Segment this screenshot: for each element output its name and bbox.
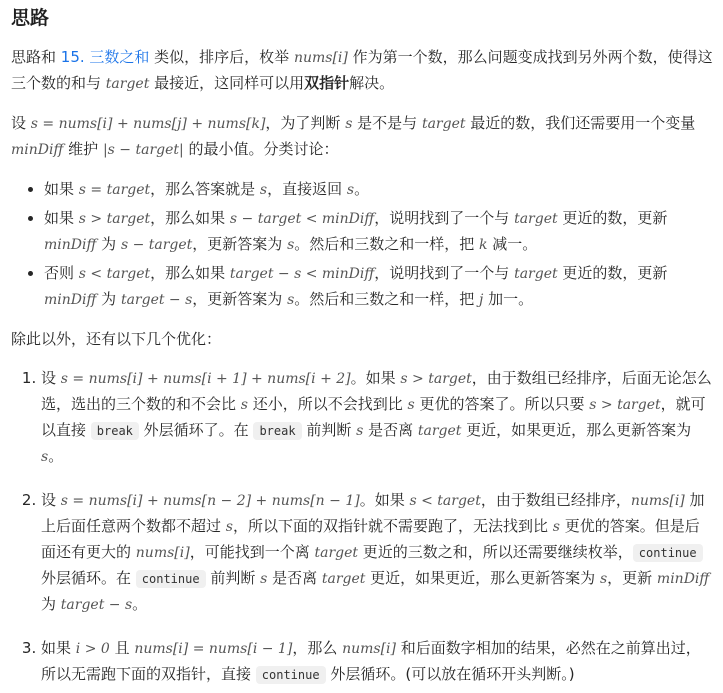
text: 如果	[44, 209, 79, 227]
math: s > target	[400, 371, 472, 387]
text: 设	[41, 369, 61, 387]
text: 的最小值。分类讨论：	[183, 140, 339, 158]
text: 减一。	[487, 235, 538, 253]
math: k	[479, 237, 488, 253]
text: ，更新答案为	[192, 235, 288, 253]
math: s	[240, 397, 248, 413]
math: nums[i]	[342, 641, 396, 657]
text: ，直接返回	[267, 180, 347, 198]
section-title: 思路	[11, 7, 50, 29]
math: s > target	[78, 211, 151, 227]
text: 且	[109, 639, 135, 657]
text: 设	[41, 491, 61, 509]
math: s − target	[120, 237, 193, 253]
math: nums[i]	[135, 545, 190, 561]
math: s = nums[i] + nums[i + 1] + nums[i + 2]	[60, 371, 351, 387]
math: target − s	[60, 597, 133, 613]
text: 。如果	[359, 491, 410, 509]
text: 为	[41, 595, 61, 613]
text: ，由于数组已经排序，	[480, 491, 631, 509]
inline-code: break	[91, 422, 139, 440]
math: s = nums[i] + nums[j] + nums[k]	[30, 116, 266, 132]
text: 设	[11, 114, 31, 132]
text: ，那么如果	[150, 209, 230, 227]
math: |s − target|	[102, 142, 184, 158]
text: 如果	[41, 639, 76, 657]
text: 为	[96, 235, 121, 253]
math: s = nums[i] + nums[n − 2] + nums[n − 1]	[60, 493, 360, 509]
optimization-intro: 除此以外，还有以下几个优化：	[11, 330, 222, 348]
math: i > 0	[75, 641, 110, 657]
text: 思路和	[11, 48, 61, 66]
text: 类似，排序后，枚举	[149, 48, 294, 66]
inline-code: break	[253, 422, 301, 440]
math: target	[321, 571, 366, 587]
list-item	[41, 636, 713, 688]
list-item	[44, 261, 713, 313]
math: s < target	[78, 266, 151, 282]
text: ，所以下面的双指针就不需要跑了，无法找到比	[232, 517, 553, 535]
math: s	[287, 292, 295, 308]
text: 前判断	[205, 569, 261, 587]
text: 如果	[44, 180, 79, 198]
math: target − s	[120, 292, 193, 308]
text: 更近，如果更近，那么更新答案为	[461, 421, 692, 439]
math: s	[287, 237, 295, 253]
math: s	[407, 397, 415, 413]
problem-link[interactable]: 15. 三数之和	[60, 48, 150, 66]
text: 还小，所以不会找到比	[247, 395, 408, 413]
math: s	[259, 182, 268, 198]
case-list	[11, 177, 713, 313]
math: minDiff	[11, 142, 64, 158]
math: s	[346, 182, 355, 198]
math: target	[105, 76, 150, 92]
text: 。	[354, 180, 370, 198]
math: nums[i]	[293, 50, 348, 66]
math: s	[552, 519, 560, 535]
math: s = target	[78, 182, 151, 198]
math: j	[479, 292, 484, 308]
text: 最接近，这同样可以用	[149, 74, 305, 92]
text: 前判断	[301, 421, 357, 439]
text: 是不是与	[352, 114, 422, 132]
text: 加一。	[483, 290, 534, 308]
text: 外层循环了。在	[138, 421, 254, 439]
list-item	[44, 206, 713, 258]
math: s < target	[409, 493, 481, 509]
text: 维护	[63, 140, 103, 158]
text: ，说明找到了一个与	[374, 264, 515, 282]
text: 。如果	[350, 369, 401, 387]
text: ，更新答案为	[192, 290, 288, 308]
text: 和后面数字相加的结果，必然在之前算出过，所以无需跑下面的双指针，直接	[41, 639, 701, 683]
math: nums[i] = nums[i − 1]	[134, 641, 293, 657]
text: 为	[96, 290, 121, 308]
math: minDiff	[44, 237, 97, 253]
math: s > target	[589, 397, 661, 413]
math: s	[356, 423, 364, 439]
text: ，更新	[607, 569, 657, 587]
math: s − target < minDiff	[229, 211, 375, 227]
text: ，那么如果	[150, 264, 230, 282]
text: 。然后和三数之和一样，把	[294, 290, 480, 308]
math: s	[225, 519, 233, 535]
text: ，说明找到了一个与	[374, 209, 515, 227]
inline-code: continue	[256, 666, 326, 684]
text: 外层循环。在	[41, 569, 136, 587]
bold-text: 双指针	[304, 74, 350, 92]
math: target	[314, 545, 359, 561]
text: ，可能找到一个离	[189, 543, 315, 561]
math: minDiff	[44, 292, 97, 308]
text: ，那么答案就是	[150, 180, 260, 198]
text: 是否离	[267, 569, 322, 587]
text: 解决。	[349, 74, 395, 92]
text: 作为第一个数，那么问题变成找到另外两个数，使得这三个数的和与	[11, 48, 713, 92]
math: target − s < minDiff	[229, 266, 375, 282]
math: target	[514, 211, 558, 227]
math: s	[599, 571, 608, 587]
text: 外层循环。(可以放在循环开头判断。)	[325, 665, 575, 683]
text: 加上后面任意两个数都不超过	[41, 491, 705, 535]
math: nums[i]	[630, 493, 685, 509]
math: s	[345, 116, 353, 132]
optimization-list	[11, 366, 713, 688]
text: 更近的三数之和，所以还需要继续枚举，	[358, 543, 633, 561]
definition-paragraph	[11, 111, 713, 163]
text: 更近，如果更近，那么更新答案为	[365, 569, 600, 587]
text: 更优的答案。但是后面还有更大的	[41, 517, 700, 561]
inline-code: continue	[136, 570, 206, 588]
text: 最近的数，我们还需要用一个变量	[465, 114, 696, 132]
text: ，就可以直接	[41, 395, 706, 439]
list-item	[41, 366, 713, 470]
text: 更优的答案了。所以只要	[414, 395, 590, 413]
text: 更近的数，更新	[557, 264, 668, 282]
text: 是否离	[363, 421, 418, 439]
intro-paragraph	[11, 45, 713, 97]
text: ，由于数组已经排序，后面无论怎么选，选出的三个数的和不会比	[41, 369, 712, 413]
text: 。	[132, 595, 148, 613]
text: 。然后和三数之和一样，把	[294, 235, 480, 253]
text: ，为了判断	[265, 114, 346, 132]
list-item	[41, 488, 713, 618]
list-item	[44, 177, 713, 203]
inline-code: continue	[633, 544, 703, 562]
math: target	[514, 266, 558, 282]
text: 否则	[44, 264, 79, 282]
math: s	[260, 571, 268, 587]
text: 。	[48, 447, 64, 465]
math: s	[41, 449, 49, 465]
math: target	[417, 423, 462, 439]
math: target	[421, 116, 466, 132]
math: minDiff	[656, 571, 710, 587]
text: 更近的数，更新	[557, 209, 668, 227]
text: ，那么	[292, 639, 343, 657]
